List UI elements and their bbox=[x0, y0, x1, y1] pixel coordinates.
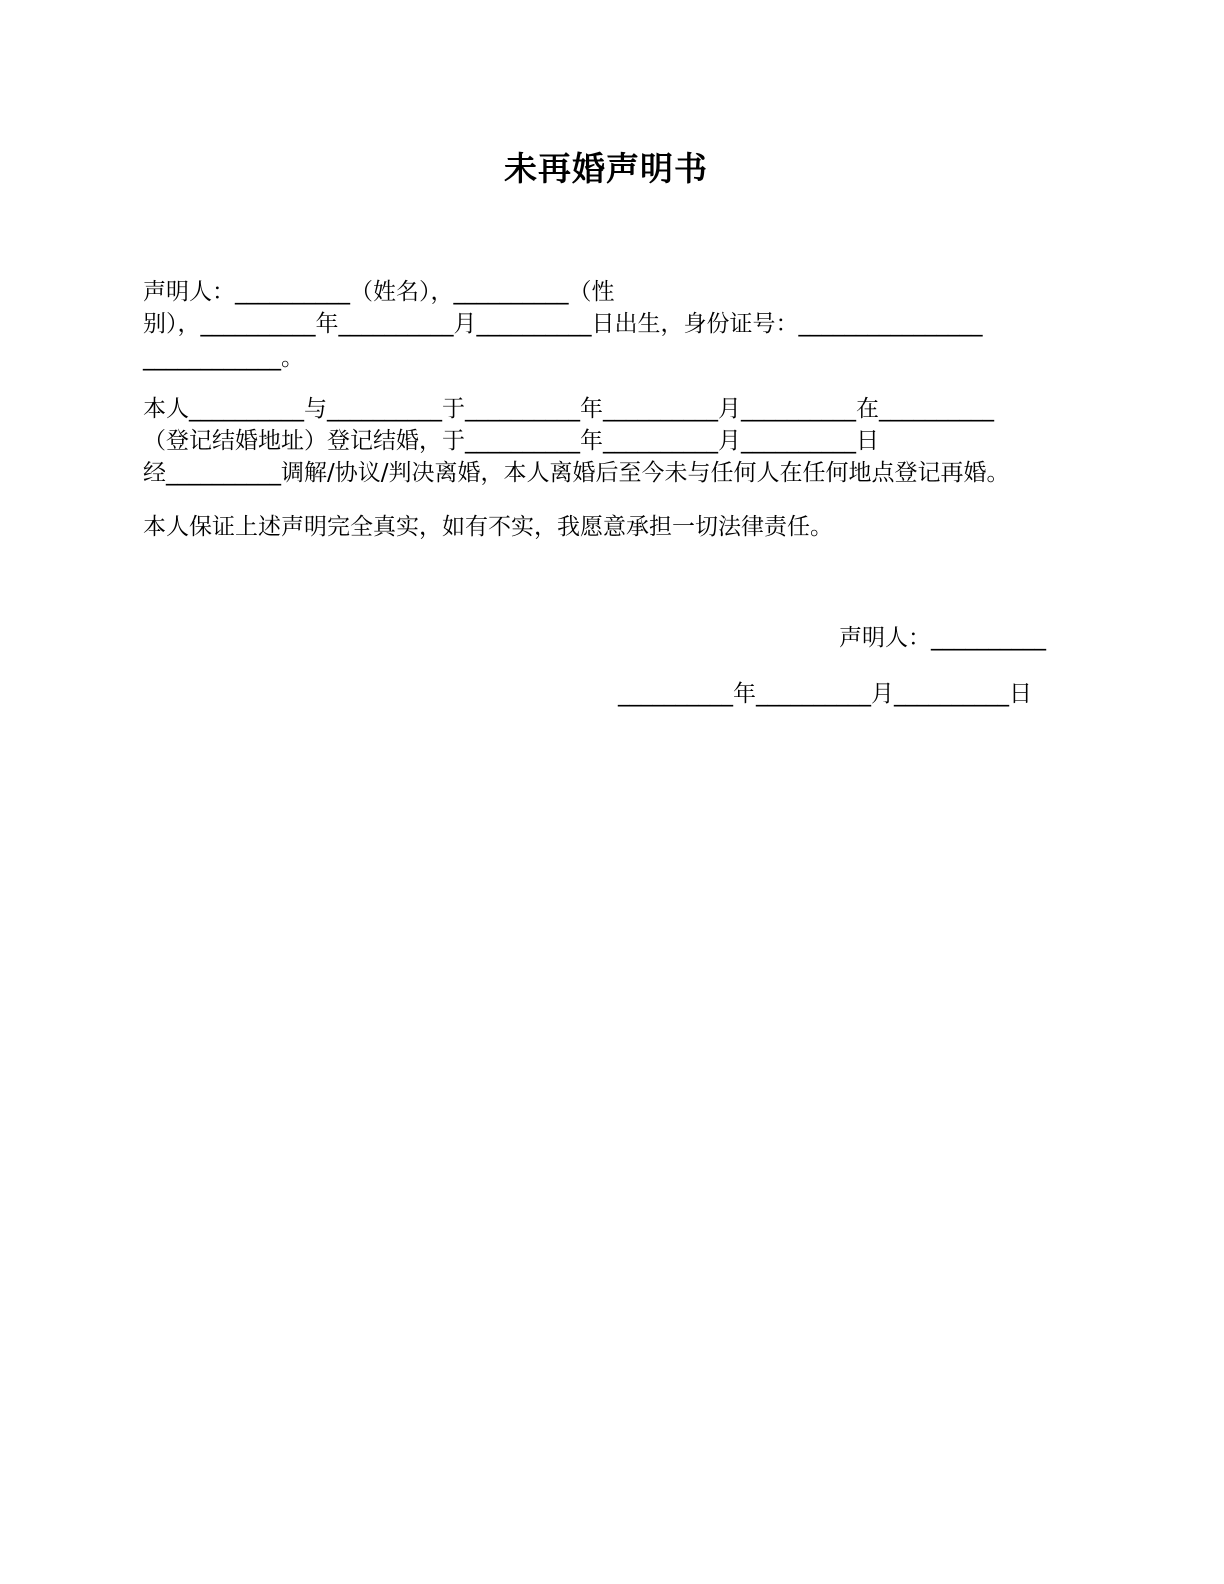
declarant-info-line-2: 别），__________年__________月__________日出生，身份证号：________________ bbox=[143, 311, 983, 337]
guarantee-statement: 本人保证上述声明完全真实，如有不实，我愿意承担一切法律责任。 bbox=[143, 514, 833, 540]
marriage-history-line-2: （登记结婚地址）登记结婚，于__________年__________月__________日 bbox=[143, 428, 879, 454]
marriage-history-line-3: 经__________调解/协议/判决离婚，本人离婚后至今未与任何人在任何地点登记再婚。 bbox=[143, 460, 1010, 486]
document-title: 未再婚声明书 bbox=[504, 149, 708, 188]
marriage-history-line-1: 本人__________与__________于__________年__________月__________在__________ bbox=[143, 396, 994, 422]
declarant-info-line-3: ____________。 bbox=[143, 345, 304, 371]
declarant-info-line-1: 声明人：__________（姓名），__________（性 bbox=[143, 279, 615, 305]
signature-date: __________年__________月__________日 bbox=[618, 681, 1032, 707]
signature-declarant: 声明人：__________ bbox=[839, 625, 1046, 651]
